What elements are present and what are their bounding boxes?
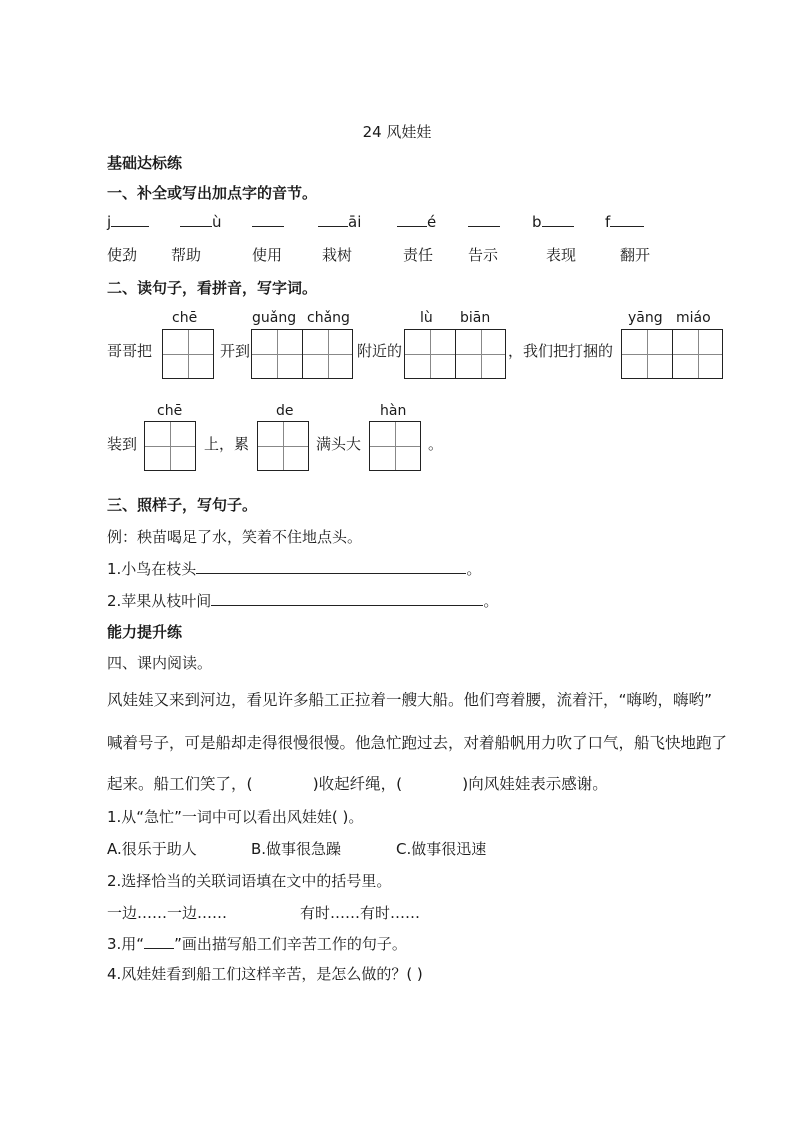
q1-pinyin-1[interactable]: j (107, 212, 149, 231)
q2-text: 满头大 (316, 435, 362, 453)
q2-text: 上，累 (204, 435, 250, 453)
q3-heading: 三、照样子，写句子。 (107, 496, 258, 514)
q3-item-2: 2.苹果从枝叶间 。 (107, 592, 499, 610)
q1-word: 帮助 (171, 246, 202, 264)
q2-pinyin: yāng (628, 310, 663, 326)
q4-sub4: 4.风娃娃看到船工们这样辛苦，是怎么做的？( ) (107, 965, 423, 983)
q2-text: 装到 (107, 435, 138, 453)
q1-heading: 一、补全或写出加点字的音节。 (107, 184, 318, 202)
conjunction-option-1: 一边……一边…… (107, 904, 228, 922)
q4-sub1: 1.从“急忙”一词中可以看出风娃娃( )。 (107, 808, 364, 826)
q1-pinyin-8[interactable]: f (605, 212, 644, 231)
q2-pinyin: chē (172, 310, 198, 326)
option-c[interactable]: C.做事很迅速 (396, 840, 487, 858)
q2-text: 附近的 (357, 342, 403, 360)
q1-pinyin-7[interactable]: b (532, 212, 574, 231)
q1-word: 告示 (468, 246, 499, 264)
writing-grid-guangchang[interactable] (251, 329, 353, 379)
passage-line-3: 起来。船工们笑了，( )收起纤绳，( )向风娃娃表示感谢。 (107, 775, 608, 793)
q2-pinyin: guǎng (252, 310, 297, 326)
q1-word: 责任 (403, 246, 434, 264)
passage-line-2: 喊着号子，可是船却走得很慢很慢。他急忙跑过去，对着船帆用力吹了口气，船飞快地跑了 (107, 734, 728, 752)
writing-grid-han[interactable] (369, 421, 421, 471)
q4-sub2: 2.选择恰当的关联词语填在文中的括号里。 (107, 872, 392, 890)
q1-word: 使劲 (107, 246, 138, 264)
q2-pinyin: chē (157, 403, 183, 419)
q1-pinyin-3[interactable] (252, 212, 284, 231)
q2-heading: 二、读句子，看拼音，写字词。 (107, 279, 318, 297)
q1-word: 翻开 (620, 246, 651, 264)
writing-grid-che-2[interactable] (144, 421, 196, 471)
q2-text: ，我们把打捆的 (508, 342, 614, 360)
q3-item-1: 1.小鸟在枝头 。 (107, 560, 482, 578)
conjunction-option-2: 有时……有时…… (300, 904, 421, 922)
q2-pinyin: miáo (676, 310, 711, 326)
writing-grid-de[interactable] (257, 421, 309, 471)
writing-grid-lubian[interactable] (404, 329, 506, 379)
writing-grid-yangmiao[interactable] (621, 329, 723, 379)
passage-line-1: 风娃娃又来到河边，看见许多船工正拉着一艘大船。他们弯着腰，流着汗，“嗨哟，嗨哟” (107, 691, 713, 709)
q2-pinyin: lù (420, 310, 433, 326)
writing-grid-che[interactable] (162, 329, 214, 379)
q2-text: 开到 (220, 342, 251, 360)
q2-pinyin: chǎng (307, 310, 350, 326)
q1-pinyin-6[interactable] (468, 212, 500, 231)
q1-pinyin-2[interactable]: ù (180, 212, 222, 231)
q2-pinyin: biān (460, 310, 491, 326)
q1-pinyin-4[interactable]: āi (318, 212, 361, 231)
q2-pinyin: de (276, 403, 294, 419)
q1-pinyin-5[interactable]: é (397, 212, 436, 231)
q4-sub3: 3.用“ ”画出描写船工们辛苦工作的句子。 (107, 935, 407, 953)
underline-sample (144, 934, 174, 949)
page-title: 24 风娃娃 (362, 123, 432, 141)
q2-pinyin: hàn (380, 403, 407, 419)
option-a[interactable]: A.很乐于助人 (107, 840, 197, 858)
q1-word: 使用 (252, 246, 283, 264)
q1-word: 栽树 (322, 246, 353, 264)
q4-heading: 四、课内阅读。 (107, 654, 213, 672)
q1-word: 表现 (546, 246, 577, 264)
q3-example: 例：秧苗喝足了水，笑着不住地点头。 (107, 528, 363, 546)
q2-text: 哥哥把 (107, 342, 153, 360)
section-basic: 基础达标练 (107, 154, 183, 172)
q2-text: 。 (428, 435, 444, 453)
section-ability: 能力提升练 (107, 623, 183, 641)
answer-line[interactable] (196, 558, 466, 574)
option-b[interactable]: B.做事很急躁 (251, 840, 342, 858)
answer-line[interactable] (211, 590, 483, 606)
